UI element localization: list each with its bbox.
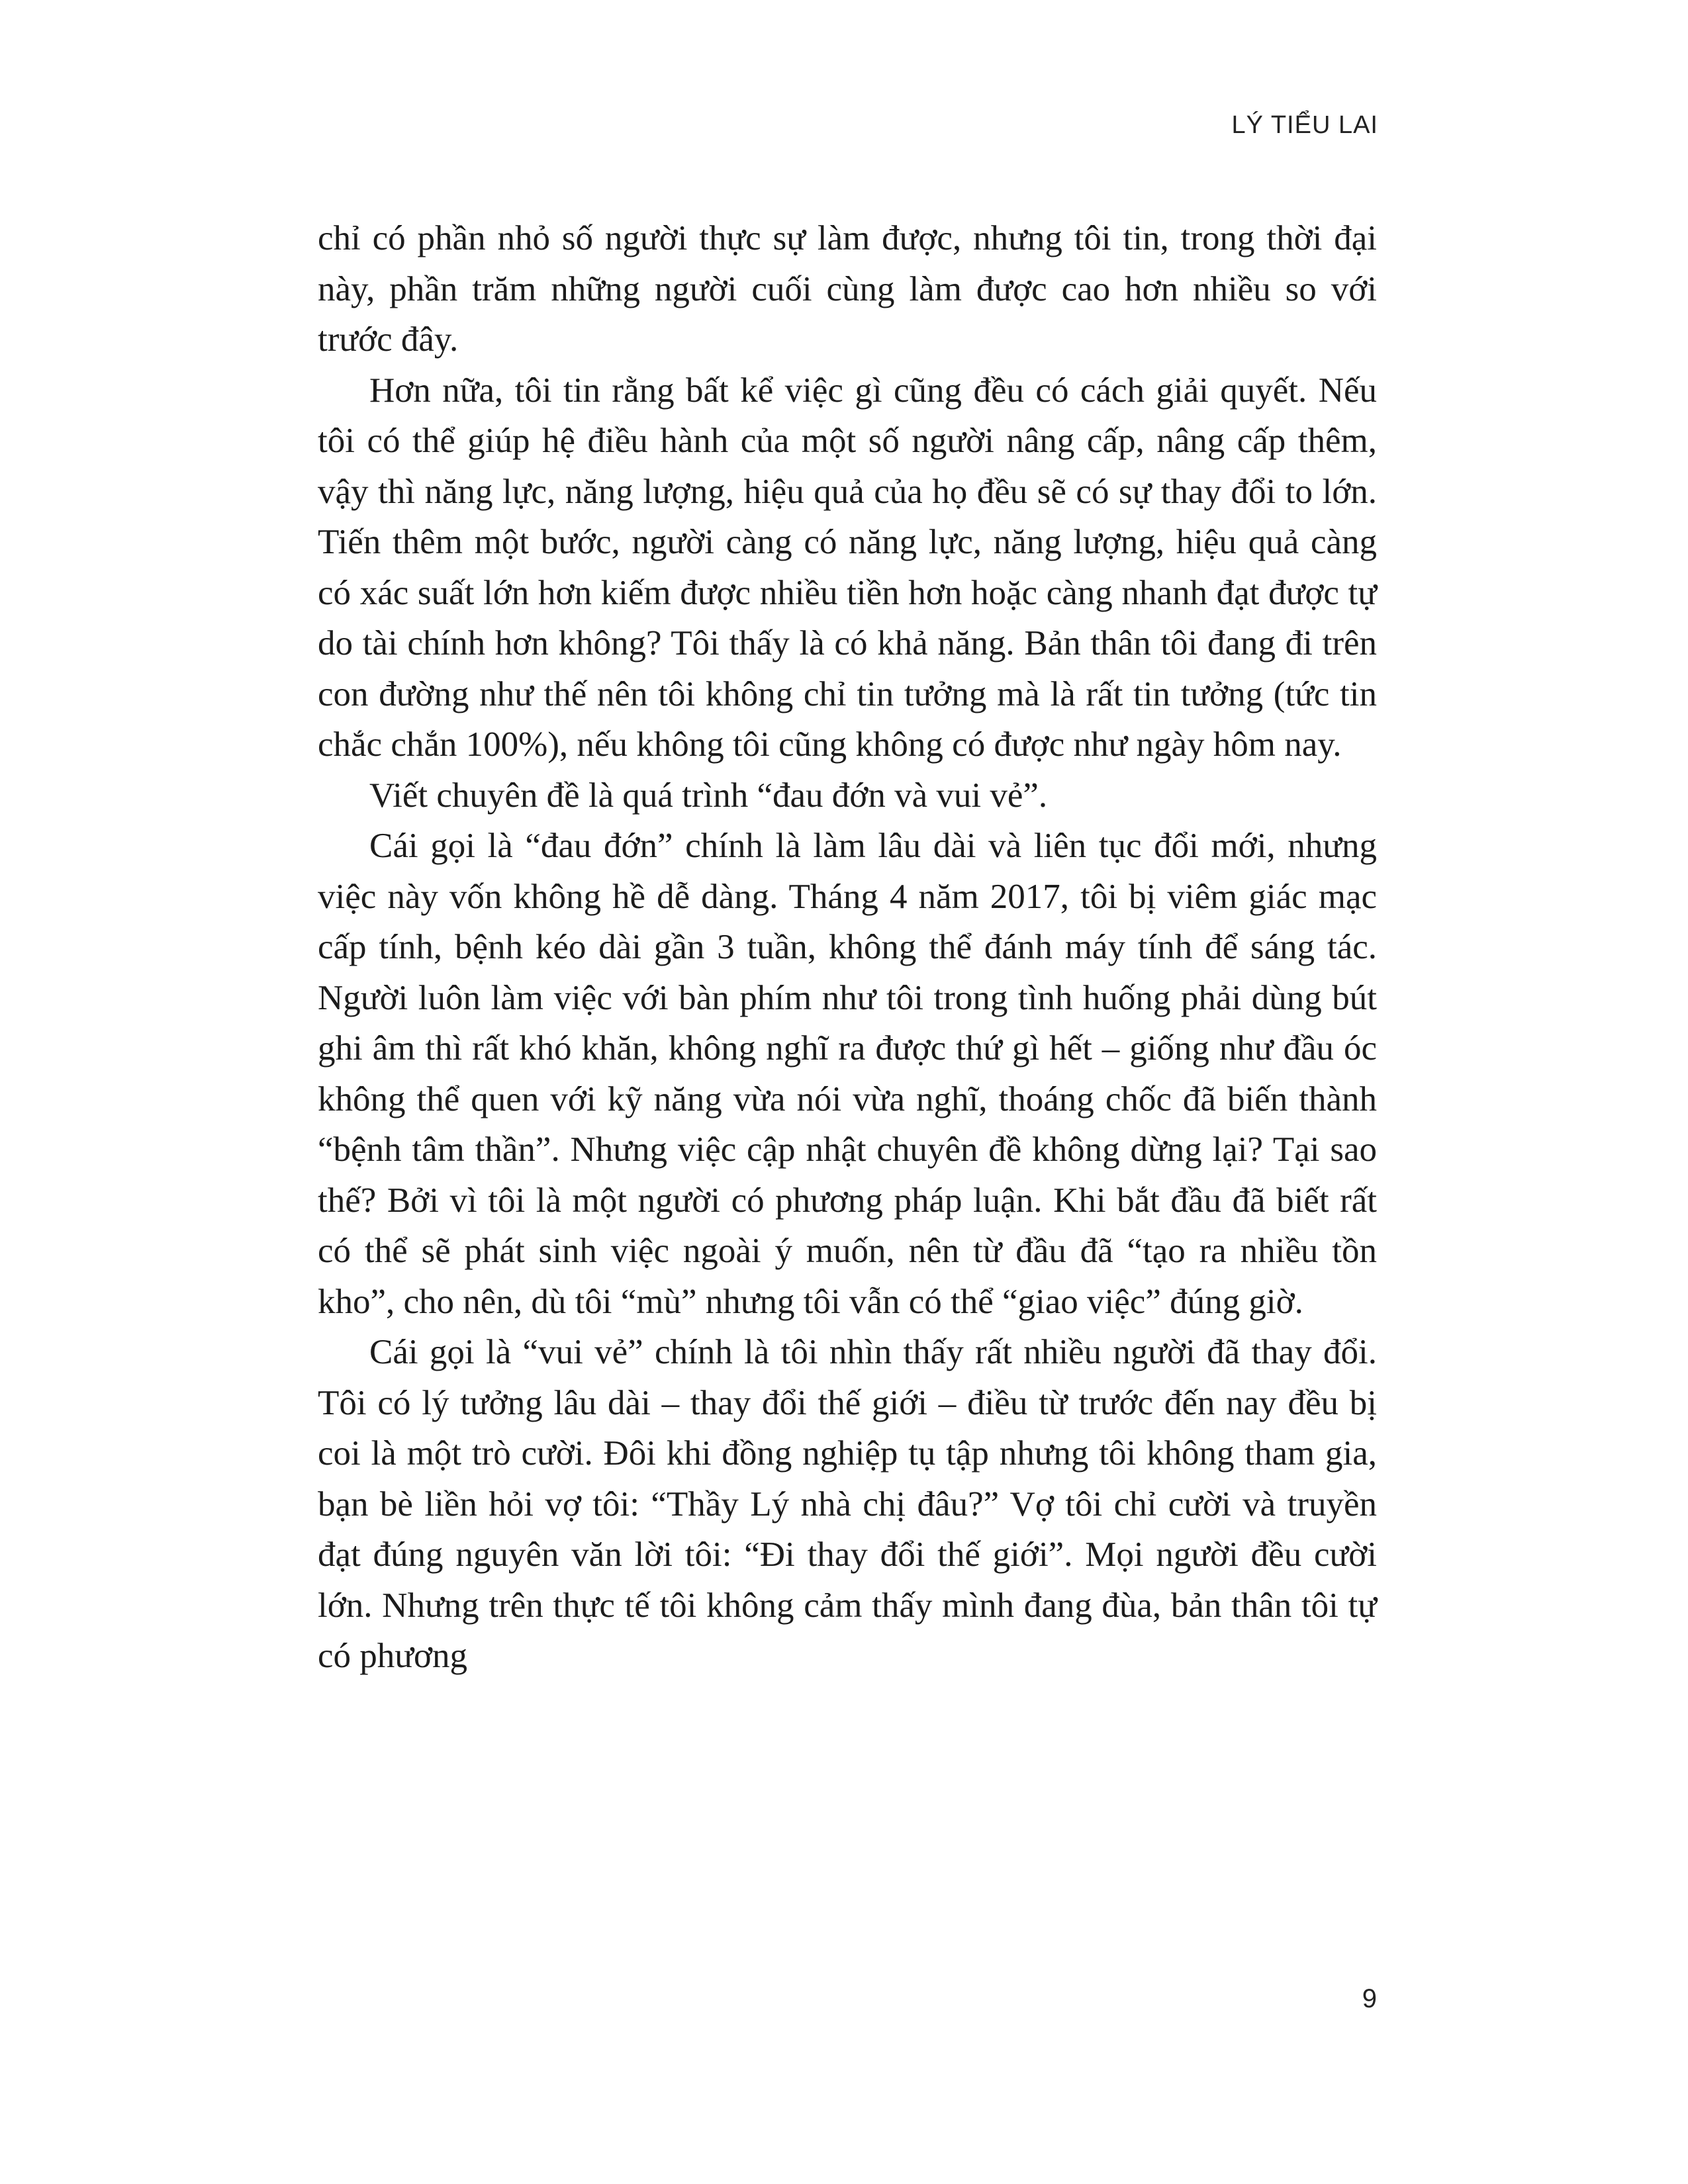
running-header-author: LÝ TIỂU LAI [1231,111,1378,139]
paragraph-continuation: chỉ có phần nhỏ số người thực sự làm được, nhưng tôi tin, trong thời đại này, phần trăm những người cuối cùng làm được cao hơn nhiều so với trước đây. [318,219,1377,359]
paragraph: Viết chuyên đề là quá trình “đau đớn và vui vẻ”. [369,776,1048,815]
page-number: 9 [1362,1984,1377,2013]
body-text [318,213,1377,1682]
paragraph: Hơn nữa, tôi tin rằng bất kể việc gì cũng đều có cách giải quyết. Nếu tôi có thể giúp hệ điều hành của một số người nâng cấp, nâng cấp thêm, vậy thì năng lực, năng lượng, hiệu quả của họ đều sẽ có sự thay đổi to lớn. Tiến thêm một bước, người càng có năng lực, năng lượng, hiệu quả càng có xác suất lớn hơn kiếm được nhiều tiền hơn hoặc càng nhanh đạt được tự do tài chính hơn không? Tôi thấy là có khả năng. Bản thân tôi đang đi trên con đường như thế nên tôi không chỉ tin tưởng mà là rất tin tưởng (tức tin chắc chắn 100%), nếu không tôi cũng không có được như ngày hôm nay. [318,371,1377,764]
paragraph: Cái gọi là “đau đớn” chính là làm lâu dài và liên tục đổi mới, nhưng việc này vốn không hề dễ dàng. Tháng 4 năm 2017, tôi bị viêm giác mạc cấp tính, bệnh kéo dài gần 3 tuần, không thể đánh máy tính để sáng tác. Người luôn làm việc với bàn phím như tôi trong tình huống phải dùng bút ghi âm thì rất khó khăn, không nghĩ ra được thứ gì hết – giống như đầu óc không thể quen với kỹ năng vừa nói vừa nghĩ, thoáng chốc đã biến thành “bệnh tâm thần”. Nhưng việc cập nhật chuyên đề không dừng lại? Tại sao thế? Bởi vì tôi là một người có phương pháp luận. Khi bắt đầu đã biết rất có thể sẽ phát sinh việc ngoài ý muốn, nên từ đầu đã “tạo ra nhiều tồn kho”, cho nên, dù tôi “mù” nhưng tôi vẫn có thể “giao việc” đúng giờ. [318,827,1377,1321]
paragraph: Cái gọi là “vui vẻ” chính là tôi nhìn thấy rất nhiều người đã thay đổi. Tôi có lý tưởng lâu dài – thay đổi thế giới – điều từ trước đến nay đều bị coi là một trò cười. Đôi khi đồng nghiệp tụ tập nhưng tôi không tham gia, bạn bè liền hỏi vợ tôi: “Thầy Lý nhà chị đâu?” Vợ tôi chỉ cười và truyền đạt đúng nguyên văn lời tôi: “Đi thay đổi thế giới”. Mọi người đều cười lớn. Nhưng trên thực tế tôi không cảm thấy mình đang đùa, bản thân tôi tự có phương [318,1333,1377,1675]
